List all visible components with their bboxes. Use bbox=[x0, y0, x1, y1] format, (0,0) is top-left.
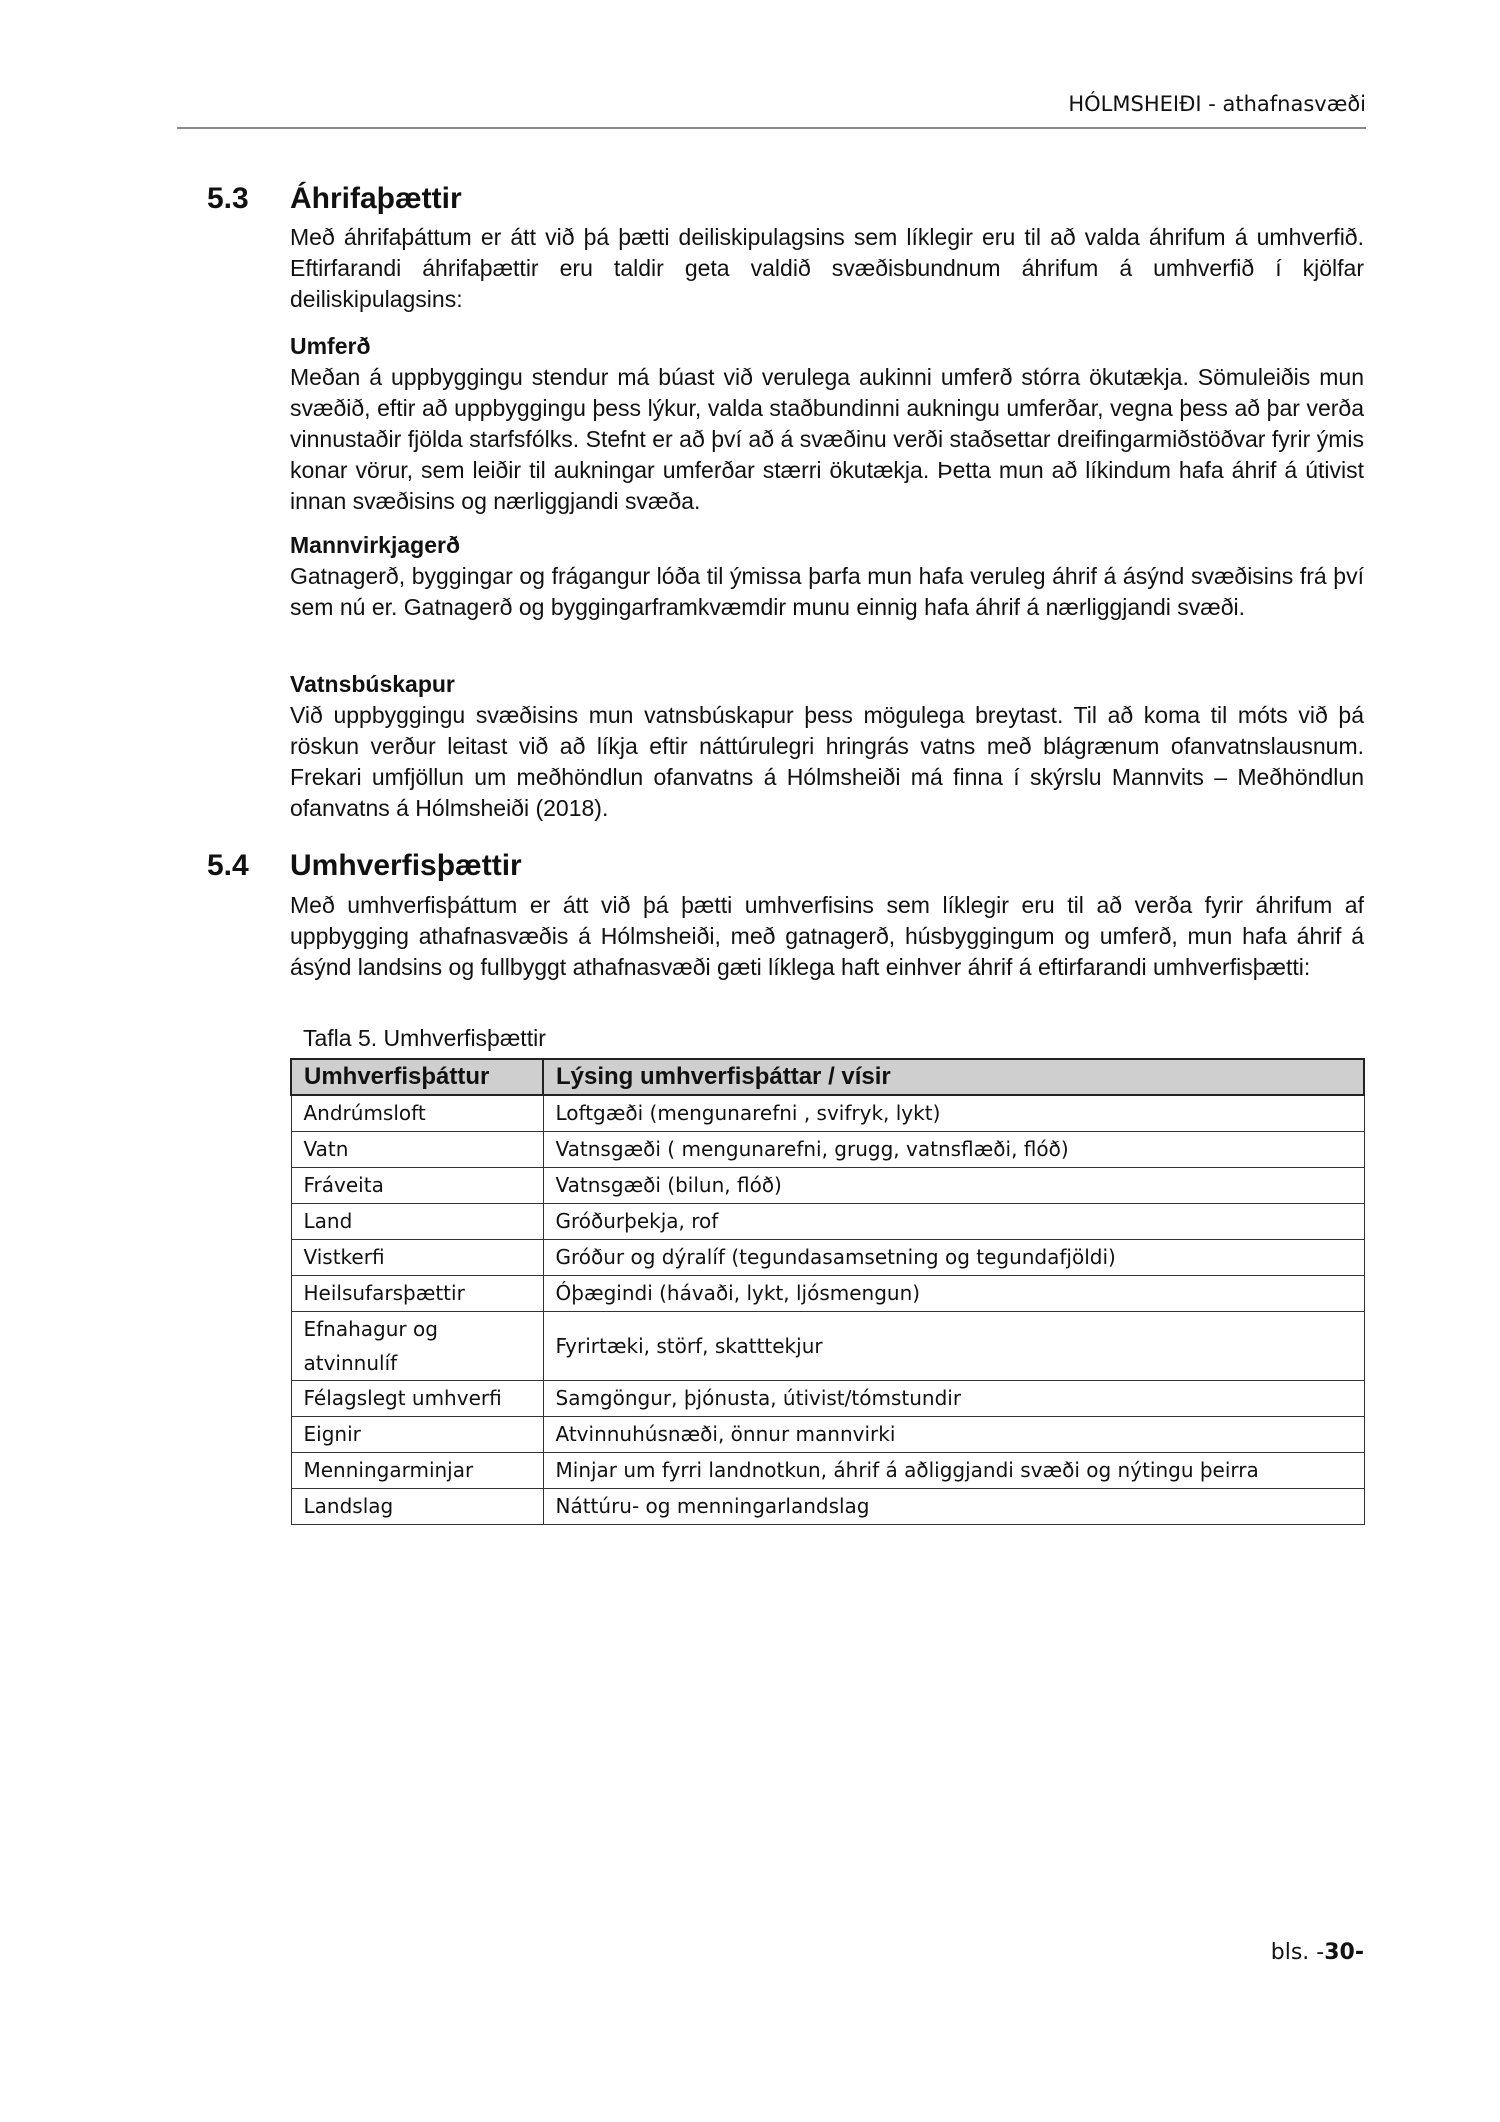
table-cell-factor: Menningarminjar bbox=[291, 1453, 543, 1489]
section-5-4-number: 5.4 bbox=[207, 849, 249, 882]
table-cell-description: Loftgæði (mengunarefni , svifryk, lykt) bbox=[543, 1095, 1364, 1132]
section-5-4-intro: Með umhverfisþáttum er átt við þá þætti umhverfisins sem líklegir eru til að verða fyrir áhrifum af uppbygging athafnasvæðis á Hólmsheiði, með gatnagerð, húsbyggingum og umferð, mun hafa áhrif á ásýnd landsins og fullbyggt athafnasvæði gæti líklega haft einhver áhrif á eftirfarandi umhverfisþætti: bbox=[290, 892, 1364, 980]
table-row bbox=[291, 1312, 1364, 1381]
table-cell-factor: Andrúmsloft bbox=[291, 1095, 543, 1132]
table-cell-factor: Eignir bbox=[291, 1417, 543, 1453]
environment-factors-table bbox=[290, 1058, 1365, 1525]
table-cell-description: Minjar um fyrri landnotkun, áhrif á aðliggjandi svæði og nýtingu þeirra bbox=[543, 1453, 1364, 1489]
subsection-text: Gatnagerð, byggingar og frágangur lóða til ýmissa þarfa mun hafa veruleg áhrif á ásýnd svæðisins frá því sem nú er. Gatnagerð og byggingarframkvæmdir munu einnig hafa áhrif á nærliggjandi svæði. bbox=[290, 563, 1364, 620]
table-cell-factor: Land bbox=[291, 1204, 543, 1240]
page-number-prefix: bls. - bbox=[1270, 1940, 1325, 1965]
page-number bbox=[1271, 1940, 1364, 1965]
page-number-suffix: - bbox=[1354, 1940, 1364, 1965]
subsection-umferd bbox=[290, 331, 1364, 517]
table-cell-description: Atvinnuhúsnæði, önnur mannvirki bbox=[543, 1417, 1364, 1453]
table-row bbox=[291, 1240, 1364, 1276]
table-row bbox=[291, 1489, 1364, 1525]
subsection-heading: Umferð bbox=[290, 333, 371, 359]
subsection-text: Meðan á uppbyggingu stendur má búast við verulega aukinni umferð stórra ökutækja. Sömuleiðis mun svæðið, eftir að uppbyggingu þess lýkur, valda staðbundinni aukningu umferðar, vegna þess að þar verða vinnustaðir fjölda starfsfólks. Stefnt er að því að á svæðinu verði staðsettar dreifingarmiðstöðvar fyrir ýmis konar vörur, sem leiðir til aukningar umferðar stærri ökutækja. Þetta mun að líkindum hafa áhrif á útivist innan svæðisins og nærliggjandi svæða. bbox=[290, 364, 1364, 514]
section-5-4-intro-block bbox=[290, 890, 1364, 983]
table-caption: Tafla 5. Umhverfisþættir bbox=[303, 1025, 546, 1051]
table-row bbox=[291, 1168, 1364, 1204]
table-cell-description: Samgöngur, þjónusta, útivist/tómstundir bbox=[543, 1381, 1364, 1417]
table-row bbox=[291, 1095, 1364, 1132]
table-cell-factor: Landslag bbox=[291, 1489, 543, 1525]
subsection-heading: Vatnsbúskapur bbox=[290, 671, 455, 697]
table-cell-factor: Vistkerfi bbox=[291, 1240, 543, 1276]
table-row bbox=[291, 1204, 1364, 1240]
table-cell-description: Náttúru- og menningarlandslag bbox=[543, 1489, 1364, 1525]
table-cell-factor: Heilsufarsþættir bbox=[291, 1276, 543, 1312]
table-row bbox=[291, 1276, 1364, 1312]
table-row bbox=[291, 1417, 1364, 1453]
subsection-text: Við uppbyggingu svæðisins mun vatnsbúskapur þess mögulega breytast. Til að koma til móts við þá röskun verður leitast við að líkja eftir náttúrulegri hringrás vatns með blágrænum ofanvatnslausnum. Frekari umfjöllun um meðhöndlun ofanvatns á Hólmsheiði má finna í skýrslu Mannvits – Meðhöndlun ofanvatns á Hólmsheiði (2018). bbox=[290, 702, 1364, 821]
table-cell-description: Gróður og dýralíf (tegundasamsetning og tegundafjöldi) bbox=[543, 1240, 1364, 1276]
table-cell-factor: Vatn bbox=[291, 1132, 543, 1168]
column-header-description: Lýsing umhverfisþáttar / vísir bbox=[543, 1059, 1364, 1095]
running-header: HÓLMSHEIÐI - athafnasvæði bbox=[1068, 92, 1366, 116]
subsection-heading: Mannvirkjagerð bbox=[290, 532, 460, 558]
subsection-mannvirkjagerd bbox=[290, 530, 1364, 623]
table-cell-description: Vatnsgæði ( mengunarefni, grugg, vatnsflæði, flóð) bbox=[543, 1132, 1364, 1168]
table-cell-factor: Efnahagur og atvinnulíf bbox=[291, 1312, 543, 1381]
table-cell-description: Óþægindi (hávaði, lykt, ljósmengun) bbox=[543, 1276, 1364, 1312]
header-divider bbox=[177, 127, 1366, 129]
page-number-value: 30 bbox=[1324, 1940, 1355, 1965]
table-cell-factor: Félagslegt umhverfi bbox=[291, 1381, 543, 1417]
table-cell-description: Vatnsgæði (bilun, flóð) bbox=[543, 1168, 1364, 1204]
table-cell-description: Fyrirtæki, störf, skatttekjur bbox=[543, 1312, 1364, 1381]
section-5-4-title: Umhverfisþættir bbox=[290, 849, 522, 882]
table-cell-factor: Fráveita bbox=[291, 1168, 543, 1204]
section-5-3-intro-block bbox=[290, 222, 1364, 315]
table-row bbox=[291, 1453, 1364, 1489]
section-5-3-intro: Með áhrifaþáttum er átt við þá þætti deiliskipulagsins sem líklegir eru til að valda áhrifum á umhverfið. Eftirfarandi áhrifaþættir eru taldir geta valdið svæðisbundnum áhrifum á umhverfið í kjölfar deiliskipulagsins: bbox=[290, 224, 1364, 312]
table-cell-description: Gróðurþekja, rof bbox=[543, 1204, 1364, 1240]
table-row bbox=[291, 1132, 1364, 1168]
table-row bbox=[291, 1381, 1364, 1417]
section-5-3-number: 5.3 bbox=[207, 182, 249, 215]
column-header-factor: Umhverfisþáttur bbox=[291, 1059, 543, 1095]
section-5-3-title: Áhrifaþættir bbox=[290, 182, 462, 215]
subsection-vatnsbuskapur bbox=[290, 669, 1364, 824]
table-header-row bbox=[291, 1059, 1364, 1095]
